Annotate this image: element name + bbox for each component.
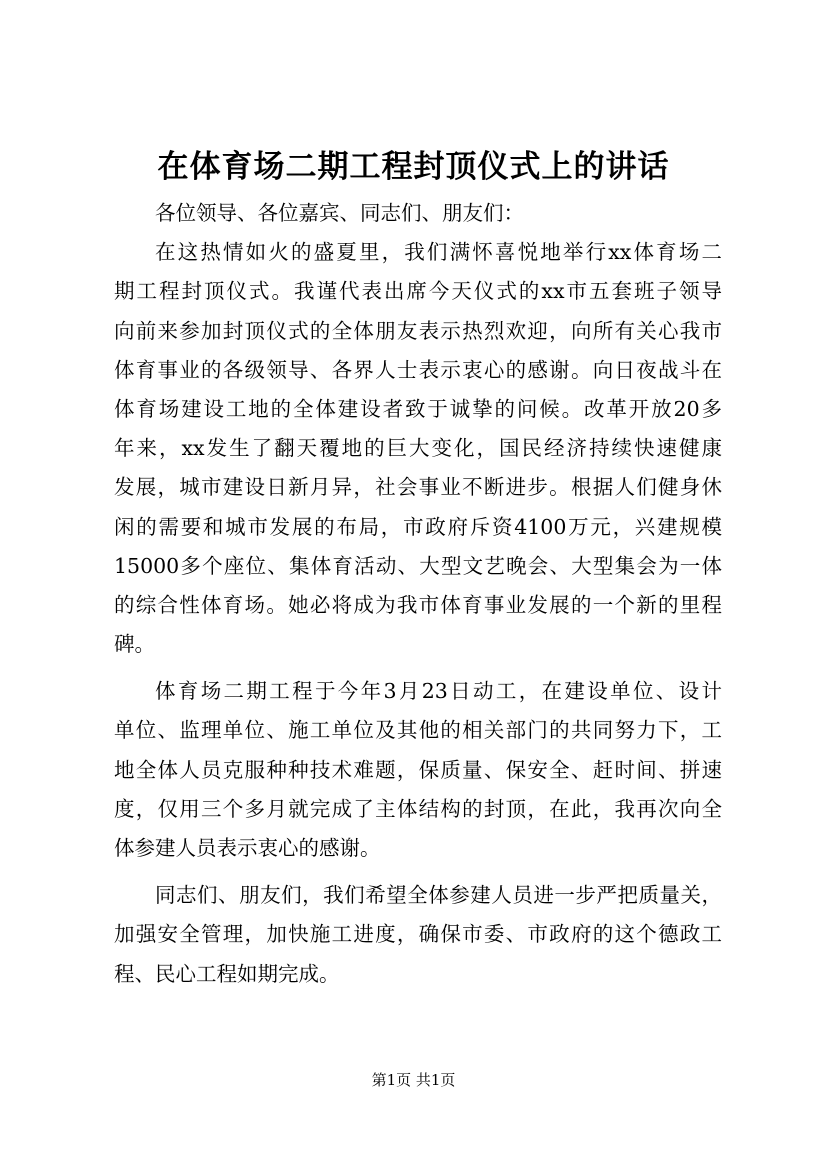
salutation: 各位领导、各位嘉宾、同志们、朋友们：	[155, 201, 524, 225]
paragraph-line: 年来，xx发生了翻天覆地的巨大变化，国民经济持续快速健康	[114, 436, 722, 461]
paragraph-2	[114, 672, 722, 868]
paragraph-line: 体育场建设工地的全体建设者致于诚挚的问候。改革开放20多	[114, 396, 722, 421]
paragraph-line: 15000多个座位、集体育活动、大型文艺晚会、大型集会为一体	[114, 553, 722, 578]
document-title: 在体育场二期工程封顶仪式上的讲话	[157, 149, 670, 185]
paragraph-line: 程、民心工程如期完成。	[114, 961, 340, 986]
paragraph-line: 加强安全管理，加快施工进度，确保市委、市政府的这个德政工	[114, 922, 722, 947]
paragraph-line: 在这热情如火的盛夏里，我们满怀喜悦地举行xx体育场二	[155, 240, 722, 265]
paragraph-line: 的综合性体育场。她必将成为我市体育事业发展的一个新的里程	[114, 592, 722, 617]
paragraph-line: 闲的需要和城市发展的布局，市政府斥资4100万元，兴建规模	[114, 514, 722, 539]
paragraph-spacer	[114, 664, 722, 672]
page-number-footer: 第1页 共1页	[371, 1071, 456, 1089]
paragraph-line: 发展，城市建设日新月异，社会事业不断进步。根据人们健身休	[114, 475, 722, 500]
paragraph-line: 期工程封顶仪式。我谨代表出席今天仪式的xx市五套班子领导	[114, 279, 722, 304]
paragraph-spacer	[114, 868, 722, 876]
paragraph-line: 地全体人员克服种种技术难题，保质量、保安全、赶时间、拼速	[114, 757, 722, 782]
paragraph-line: 向前来参加封顶仪式的全体朋友表示热烈欢迎，向所有关心我市	[114, 318, 722, 343]
paragraph-line: 体育事业的各级领导、各界人士表示衷心的感谢。向日夜战斗在	[114, 357, 722, 382]
paragraph-3	[114, 876, 722, 994]
paragraph-line: 体参建人员表示衷心的感谢。	[114, 836, 381, 860]
paragraph-1	[114, 233, 722, 664]
paragraph-line: 体育场二期工程于今年3月23日动工，在建设单位、设计	[155, 679, 722, 704]
paragraph-line: 度，仅用三个多月就完成了主体结构的封顶，在此，我再次向全	[114, 796, 722, 821]
paragraph-line: 同志们、朋友们，我们希望全体参建人员进一步严把质量关，	[155, 883, 722, 908]
paragraph-line: 碑。	[114, 632, 155, 657]
document-body	[114, 194, 722, 994]
paragraph-line: 单位、监理单位、施工单位及其他的相关部门的共同努力下，工	[114, 718, 722, 743]
